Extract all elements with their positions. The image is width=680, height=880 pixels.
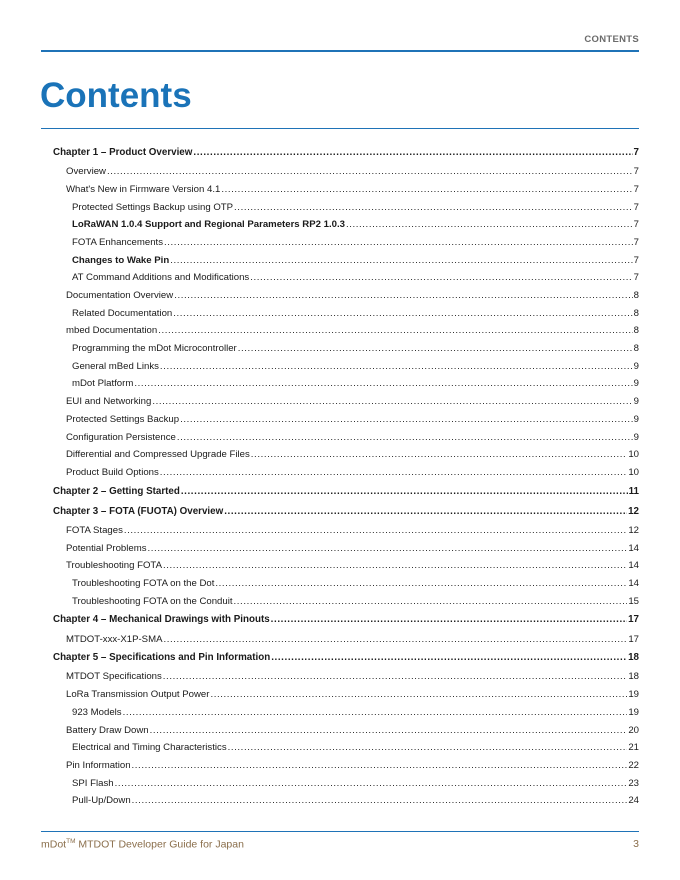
toc-dot-leader [123, 704, 628, 722]
toc-entry[interactable] [53, 792, 639, 810]
toc-entry-title: General mBed Links [72, 360, 159, 372]
toc-entry[interactable] [53, 181, 639, 199]
toc-entry-page: 9 [633, 431, 639, 443]
toc-entry-page: 18 [628, 652, 639, 664]
toc-entry-page: 9 [633, 413, 639, 425]
toc-entry-title: Product Build Options [66, 466, 159, 478]
toc-entry-page: 19 [628, 689, 639, 701]
toc-entry-title: mDot Platform [72, 378, 134, 390]
toc-entry-title: MTDOT Specifications [66, 671, 162, 683]
toc-entry-page: 19 [628, 706, 639, 718]
toc-dot-leader [180, 411, 633, 429]
header-divider [41, 50, 639, 52]
toc-entry-page: 7 [633, 219, 639, 231]
toc-entry[interactable] [53, 411, 639, 429]
toc-entry-title: Documentation Overview [66, 290, 174, 301]
toc-entry-page: 8 [633, 307, 639, 319]
toc-entry[interactable] [53, 575, 639, 593]
toc-entry-page: 22 [628, 759, 639, 771]
toc-entry-page: 9 [633, 360, 639, 372]
toc-dot-leader [115, 775, 628, 793]
toc-dot-leader [107, 163, 633, 181]
toc-entry-title: LoRaWAN 1.0.4 Support and Regional Parameters RP2 1.0.3 [72, 219, 345, 231]
toc-dot-leader [170, 252, 632, 270]
toc-dot-leader [346, 216, 633, 234]
toc-entry-page: 21 [628, 742, 639, 754]
toc-entry-page: 8 [633, 343, 639, 355]
toc-entry-title: Electrical and Timing Characteristics [72, 742, 227, 754]
toc-dot-leader [251, 446, 628, 464]
toc-entry[interactable] [53, 340, 639, 358]
toc-entry-page: 7 [633, 201, 639, 213]
toc-entry-title: Troubleshooting FOTA on the Dot [72, 578, 215, 589]
toc-entry[interactable] [53, 648, 639, 668]
toc-dot-leader [132, 757, 628, 775]
toc-dot-leader [271, 648, 627, 668]
toc-dot-leader [160, 358, 633, 376]
toc-entry-page: 14 [628, 542, 639, 554]
toc-entry[interactable] [53, 143, 639, 163]
toc-entry-title: 923 Models [72, 706, 122, 718]
toc-entry-title: Chapter 2 – Getting Started [53, 485, 180, 497]
toc-entry[interactable] [53, 199, 639, 217]
footer-page-number: 3 [633, 838, 639, 850]
toc-entry-page: 12 [628, 505, 639, 517]
toc-entry-title: mbed Documentation [66, 325, 158, 337]
toc-entry-title: MTDOT-xxx-X1P-SMA [66, 633, 163, 645]
toc-dot-leader [173, 305, 632, 323]
toc-entry-title: SPI Flash [72, 777, 114, 789]
toc-entry-title: Chapter 5 – Specifications and Pin Information [53, 652, 271, 664]
toc-entry-title: Related Documentation [72, 307, 173, 319]
toc-entry[interactable] [53, 631, 639, 649]
page-title: Contents [40, 76, 192, 115]
toc-dot-leader [158, 322, 632, 340]
toc-entry-title: Differential and Compressed Upgrade Files [66, 449, 250, 461]
toc-entry[interactable] [53, 522, 639, 540]
toc-entry[interactable] [53, 464, 639, 482]
toc-entry-title: Chapter 3 – FOTA (FUOTA) Overview [53, 505, 224, 517]
toc-dot-leader [215, 575, 627, 593]
toc-entry-title: FOTA Enhancements [72, 236, 164, 248]
toc-dot-leader [163, 668, 628, 686]
toc-entry-page: 7 [633, 183, 639, 195]
toc-entry[interactable] [53, 446, 639, 464]
toc-entry[interactable] [53, 502, 639, 522]
toc-entry-page: 24 [628, 795, 639, 807]
toc-entry-title: AT Command Additions and Modifications [72, 272, 250, 284]
toc-entry-page: 17 [628, 633, 639, 645]
toc-entry-title: LoRa Transmission Output Power [66, 689, 210, 701]
toc-dot-leader [164, 234, 633, 252]
toc-entry-page: 7 [633, 254, 639, 266]
toc-entry[interactable] [53, 358, 639, 376]
toc-dot-leader [271, 610, 627, 630]
toc-dot-leader [228, 739, 628, 757]
toc-entry[interactable] [53, 757, 639, 775]
table-of-contents [53, 143, 639, 810]
toc-entry[interactable] [53, 375, 639, 393]
toc-dot-leader [181, 482, 628, 502]
toc-entry-title: Protected Settings Backup using OTP [72, 201, 234, 213]
toc-entry-page: 14 [628, 560, 639, 572]
toc-dot-leader [132, 792, 628, 810]
toc-entry-title: Pin Information [66, 759, 131, 771]
toc-entry[interactable] [53, 482, 639, 502]
toc-entry-title: Pull-Up/Down [72, 795, 131, 807]
toc-entry[interactable] [53, 287, 639, 305]
toc-dot-leader [210, 686, 627, 704]
toc-entry[interactable] [53, 775, 639, 793]
toc-entry-page: 8 [633, 325, 639, 337]
toc-entry[interactable] [53, 704, 639, 722]
toc-entry[interactable] [53, 234, 639, 252]
toc-dot-leader [124, 522, 627, 540]
toc-dot-leader [163, 631, 627, 649]
toc-entry-page: 15 [628, 595, 639, 607]
toc-entry-page: 20 [628, 724, 639, 736]
toc-entry[interactable] [53, 610, 639, 630]
toc-entry-page: 10 [628, 466, 639, 478]
toc-entry-title: Chapter 4 – Mechanical Drawings with Pinouts [53, 614, 270, 626]
toc-entry-title: Battery Draw Down [66, 724, 149, 736]
toc-entry[interactable] [53, 686, 639, 704]
toc-entry-page: 18 [628, 671, 639, 683]
toc-entry[interactable] [53, 252, 639, 270]
toc-entry[interactable] [53, 305, 639, 323]
toc-entry-page: 11 [628, 485, 639, 497]
toc-dot-leader [163, 557, 627, 575]
toc-dot-leader [238, 340, 633, 358]
toc-entry-page: 14 [628, 578, 639, 589]
toc-entry-page: 7 [633, 236, 639, 248]
toc-entry-page: 7 [633, 166, 639, 178]
footer-divider [41, 831, 639, 832]
toc-entry[interactable] [53, 393, 639, 411]
toc-entry-title: Changes to Wake Pin [72, 254, 170, 266]
toc-entry[interactable] [53, 540, 639, 558]
toc-entry-page: 7 [633, 272, 639, 284]
toc-entry[interactable] [53, 322, 639, 340]
toc-entry-title: EUI and Networking [66, 396, 152, 408]
toc-dot-leader [174, 287, 632, 305]
toc-entry[interactable] [53, 739, 639, 757]
toc-dot-leader [193, 143, 632, 163]
toc-entry-page: 9 [633, 378, 639, 390]
toc-entry[interactable] [53, 722, 639, 740]
toc-entry-title: Programming the mDot Microcontroller [72, 343, 237, 355]
toc-dot-leader [234, 593, 628, 611]
toc-dot-leader [148, 540, 628, 558]
toc-entry-title: Potential Problems [66, 542, 147, 554]
toc-entry[interactable] [53, 429, 639, 447]
toc-entry-page: 23 [628, 777, 639, 789]
toc-entry-title: Chapter 1 – Product Overview [53, 147, 193, 158]
toc-entry-page: 17 [628, 614, 639, 626]
toc-entry-page: 12 [628, 524, 639, 536]
toc-entry-title: Configuration Persistence [66, 431, 176, 443]
toc-entry-page: 9 [633, 396, 639, 408]
toc-dot-leader [224, 502, 627, 522]
toc-entry[interactable] [53, 216, 639, 234]
toc-dot-leader [221, 181, 632, 199]
toc-entry-title: Overview [66, 166, 106, 178]
toc-entry-title: Troubleshooting FOTA on the Conduit [72, 595, 233, 607]
toc-entry-title: Protected Settings Backup [66, 413, 180, 425]
toc-dot-leader [177, 429, 633, 447]
toc-entry-title: What's New in Firmware Version 4.1 [66, 183, 221, 195]
toc-dot-leader [160, 464, 628, 482]
toc-entry[interactable] [53, 163, 639, 181]
toc-dot-leader [152, 393, 632, 411]
toc-dot-leader [250, 269, 632, 287]
toc-entry-page: 10 [628, 449, 639, 461]
toc-entry[interactable] [53, 668, 639, 686]
toc-entry[interactable] [53, 269, 639, 287]
toc-entry-title: FOTA Stages [66, 524, 123, 536]
title-divider [41, 128, 639, 129]
running-header: CONTENTS [584, 34, 639, 45]
footer-document-title: mDot™ MTDOT Developer Guide for Japan [41, 838, 244, 851]
toc-entry[interactable] [53, 593, 639, 611]
toc-entry-title: Troubleshooting FOTA [66, 560, 162, 572]
toc-entry-page: 7 [633, 147, 639, 158]
toc-entry-page: 8 [633, 290, 639, 301]
toc-dot-leader [134, 375, 632, 393]
toc-entry[interactable] [53, 557, 639, 575]
toc-dot-leader [234, 199, 633, 217]
toc-dot-leader [150, 722, 628, 740]
